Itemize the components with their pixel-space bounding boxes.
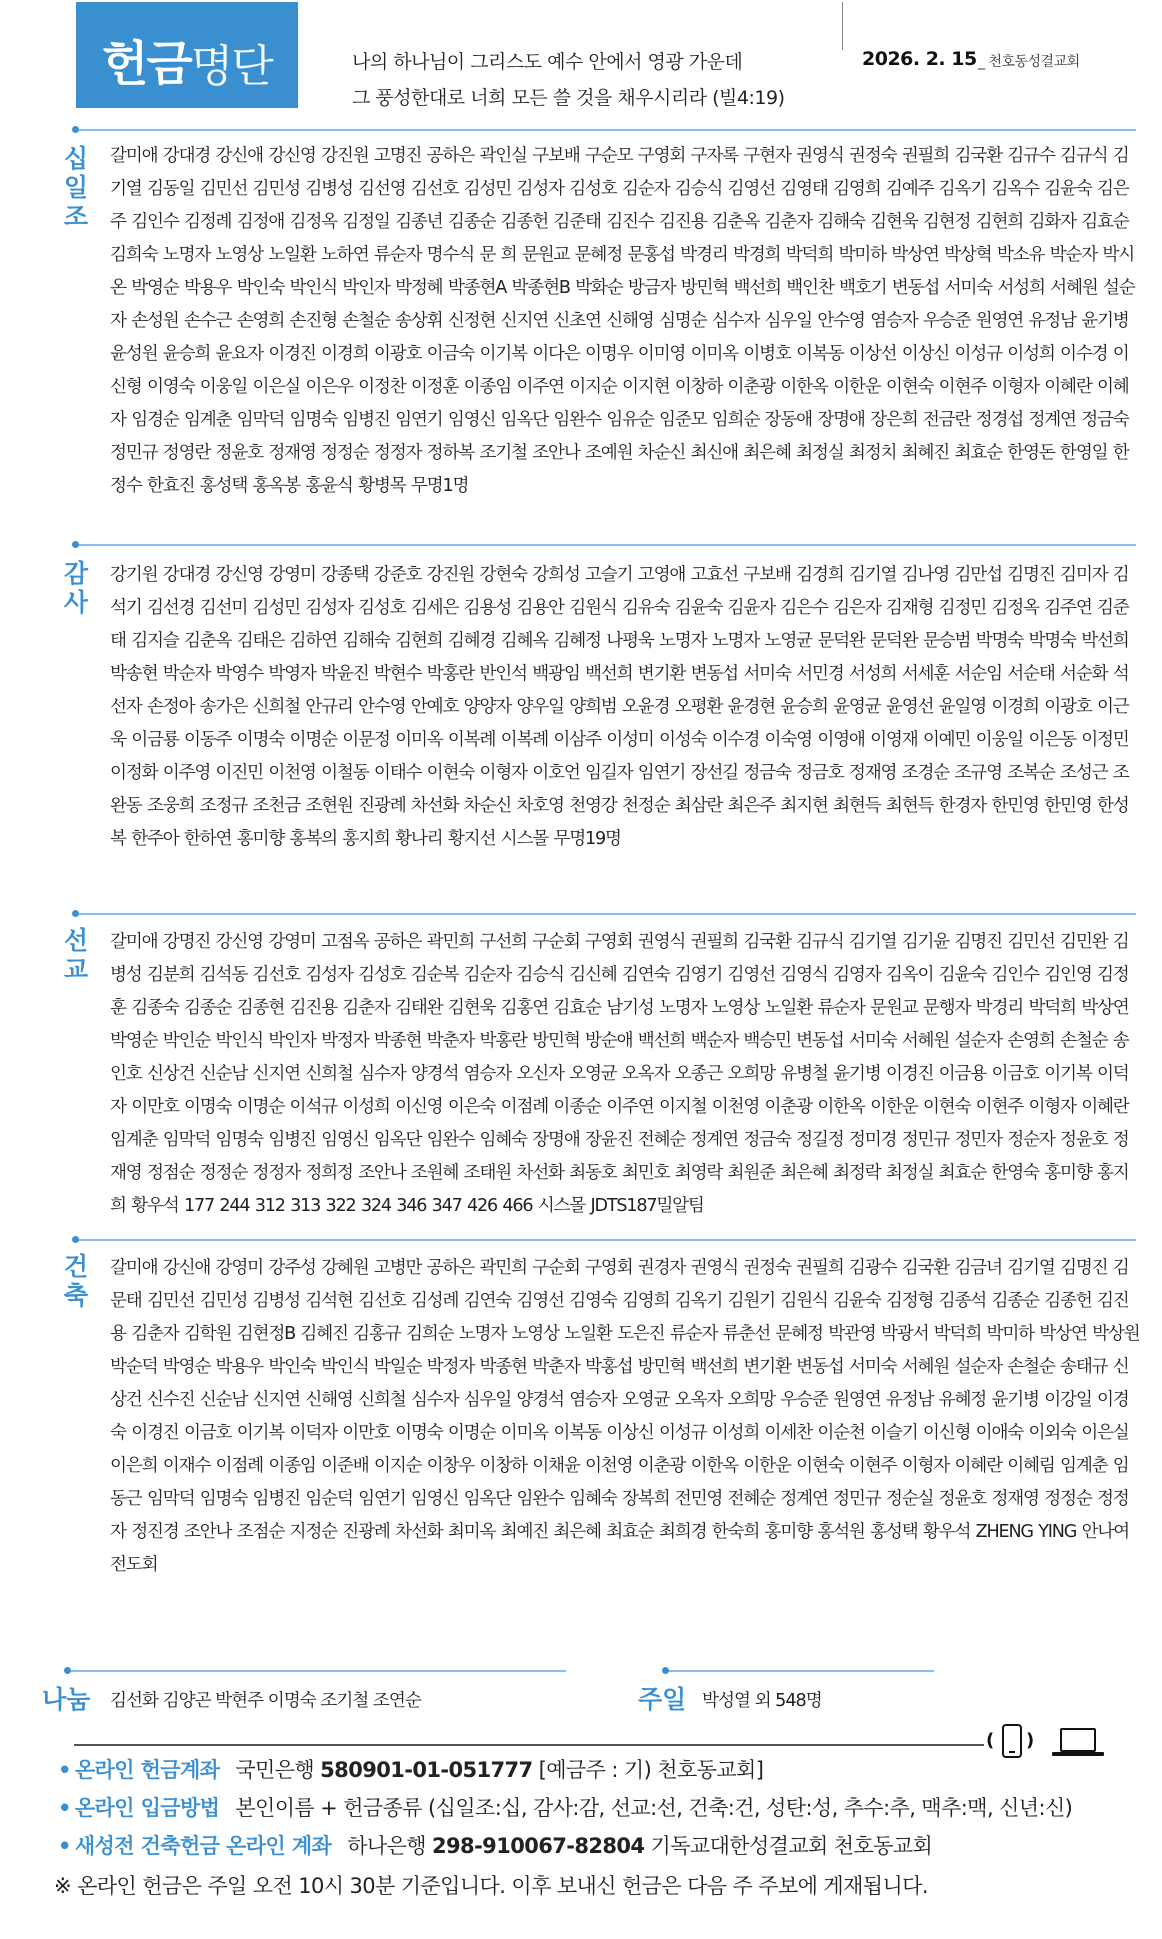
account-bank: 국민은행 [235, 1758, 315, 1782]
phone-icon [1002, 1724, 1022, 1758]
online-divider [74, 1744, 984, 1746]
laptop-icon [1060, 1728, 1096, 1752]
header [0, 0, 1162, 118]
name-list: 갈미애 강명진 강신영 강영미 고점옥 공하은 곽민희 구선희 구순회 구영회 권영식 권필희 김국환 김규식 김기열 김기윤 김명진 김민선 김민완 김병성 김분희 김석동 김선호 김성자 김성호 김순복 김순자 김승식 김신혜 김연숙 김영기 김영선 김영식 김영자 김옥이 김윤숙 김인수 김인영 김정훈 김종숙 김종순 김종현 김진용 김춘자 김태완 김현욱 김홍연 김효순 남기성 노명자 노영상 노일환 류순자 문원교 문행자 박경리 박덕희 박상연 박영순 박인순 박인식 박인자 박정자 박종현 박춘자 박홍란 방민혁 방순애 백선희 백순자 백승민 변동섭 서미숙 서혜원 설순자 손영희 손철순 송인호 신상건 신순남 신지연 신희철 심수자 양경석 염승자 오신자 오영균 오옥자 오종근 오희망 유병철 윤기병 이경진 이금용 이금호 이기복 이덕자 이만호 이명숙 이명순 이석규 이성희 이신영 이은숙 이점례 이종순 이주연 이지철 이천영 이춘광 이한옥 이한운 이현숙 이현주 이형자 이혜란 임계춘 임막덕 임명숙 임병진 임영신 임옥단 임완수 임혜숙 장명애 장윤진 전혜순 정계연 정금숙 정길정 정미경 정민규 정민자 정순자 정윤호 정재영 정점순 정정순 정정자 정희정 조안나 조원혜 조태원 차선화 최동호 최민호 최영락 최원준 최은혜 최정락 최정실 최효순 한영숙 홍미향 홍지희 황우석 177 244 312 313 322 324 346 347 426 466 시스몰 JDTS187밀알팀 [110, 932, 1129, 1216]
section-label [60, 559, 92, 617]
title-light: 명단 [190, 41, 272, 92]
online-method-row [58, 1792, 1072, 1822]
header-divider [842, 2, 843, 50]
sharing-names: 김선화 김양곤 박현주 이명숙 조기철 조연순 [110, 1691, 421, 1711]
online-method-label: 온라인 입금방법 [74, 1796, 220, 1820]
section-dot [72, 1236, 79, 1243]
signal-left-icon: ( [986, 1730, 995, 1751]
name-list: 갈미애 강신애 강영미 강주성 강혜원 고병만 공하은 곽민희 구순회 구영회 권경자 권영식 권정숙 권필희 김광수 김국환 김금녀 김기열 김명진 김문태 김민선 김민성 김병성 김석현 김선호 김성례 김연숙 김영선 김영숙 김영희 김옥기 김원기 김원식 김윤숙 김정형 김종석 김종순 김종헌 김진용 김춘자 김학원 김현정B 김혜진 김홍규 김희순 노명자 노영상 노일환 도은진 류순자 류춘선 문혜정 박관영 박광서 박덕희 박미하 박상연 박상원 박순덕 박영순 박용우 박인숙 박인식 박일순 박정자 박종현 박춘자 박홍섭 방민혁 백선희 변기환 변동섭 서미숙 서혜원 설순자 손철순 송태규 신상건 신수진 신순남 신지연 신해영 신희철 심수자 심우일 양경석 염승자 오영균 오옥자 오희망 우승준 원영연 유정남 유혜정 윤기병 이강일 이경숙 이경진 이금호 이기복 이덕자 이만호 이명숙 이명순 이미옥 이복동 이상신 이성규 이성희 이세찬 이순천 이슬기 이신형 이애숙 이외숙 이은실 이은희 이재수 이점례 이종임 이준배 이지순 이창우 이창하 이채윤 이천영 이춘광 이한옥 이한운 이현숙 이현주 이형자 이혜란 이혜림 임계춘 임동근 임막덕 임명숙 임병진 임순덕 임연기 임영신 임옥단 임완수 임혜숙 장복희 전민영 전혜순 정계연 정민규 정순실 정윤호 정재영 정정순 정정자 정진경 조안나 조점순 지정순 진광례 차선화 최미옥 최예진 최은혜 최효순 최희경 한숙희 홍미향 홍석원 홍성택 황우석 ZHENG YING 안나여전도회 [110, 1258, 1140, 1575]
title-bold: 헌금 [102, 36, 191, 92]
section-label [60, 1252, 92, 1310]
sharing-label: 나눔 [42, 1685, 91, 1714]
verse-line-2: 그 풍성한대로 너희 모든 쓸 것을 채우시리라 (빌4:19) [352, 87, 785, 109]
bullet: • [58, 1758, 71, 1782]
account-holder: [예금주 : 기) 천호동교회] [538, 1758, 764, 1782]
section-divider [74, 1239, 1136, 1241]
building-account-row [58, 1830, 932, 1860]
account-number: 580901-01-051777 [320, 1758, 533, 1782]
label-char: 십 [63, 144, 89, 173]
label-char: 건 [63, 1252, 89, 1281]
signal-right-icon: ) [1026, 1730, 1035, 1751]
section-divider [74, 129, 1136, 131]
label-char: 일 [63, 173, 89, 202]
section-dot [64, 1667, 71, 1674]
section-dot [72, 126, 79, 133]
page-title [76, 2, 298, 108]
sunday-names: 박성열 외 548명 [702, 1691, 822, 1711]
name-list: 갈미애 강대경 강신애 강신영 강진원 고명진 공하은 곽인실 구보배 구순모 구영회 구자록 구현자 권영식 권정숙 권필희 김국환 김규수 김규식 김기열 김동일 김민선 김민성 김병성 김선영 김선호 김성민 김성자 김성호 김순자 김승식 김영선 김영태 김영희 김예주 김옥기 김옥수 김윤숙 김은주 김인수 김정례 김정애 김정옥 김정일 김종년 김종순 김종헌 김준태 김진수 김진용 김춘옥 김춘자 김해숙 김현욱 김현정 김현희 김화자 김효순 김희숙 노명자 노영상 노일환 노하연 류순자 명수식 문 희 문원교 문혜정 문홍섭 박경리 박경희 박덕희 박미하 박상연 박상혁 박소유 박순자 박시온 박영순 박용우 박인숙 박인식 박인자 박정혜 박종현A 박종현B 박화순 방금자 방민혁 백선희 백인찬 백호기 변동섭 서미숙 서성희 서혜원 설순자 손성원 손수근 손영희 손진형 손철순 송상휘 신정현 신지연 신초연 신해영 심명순 심수자 심우일 안수영 염승자 우승준 원영연 유정남 윤기병 윤성원 윤승희 윤요자 이경진 이경희 이광호 이금숙 이기복 이다은 이명우 이미영 이미옥 이병호 이복동 이상선 이상신 이성규 이성희 이수경 이신형 이영숙 이웅일 이은실 이은우 이정찬 이정훈 이종임 이주연 이지순 이지현 이창하 이춘광 이한옥 이한운 이현숙 이현주 이형자 이혜란 이혜자 임경순 임계춘 임막덕 임명숙 임병진 임연기 임영신 임옥단 임완수 임유순 임준모 임희순 장동애 장명애 장은희 전금란 정경섭 정계연 정금숙 정민규 정영란 정윤호 정재영 정정순 정정자 정하복 조기철 조안나 조예원 차순신 최신애 최은혜 최정실 최정치 최혜진 최효순 한영돈 한영일 한정수 한효진 홍성택 홍옥봉 홍윤식 황병목 무명1명 [110, 146, 1135, 496]
verse-line-1: 나의 하나님이 그리스도 예수 안에서 영광 가운데 [352, 51, 743, 73]
device-icons [986, 1722, 1116, 1766]
sharing-sunday-row [0, 1640, 1162, 1714]
section-divider [664, 1670, 934, 1672]
bible-verse [352, 44, 832, 116]
building-account-holder: 기독교대한성결교회 천호동교회 [650, 1834, 933, 1858]
online-account-label: 온라인 헌금계좌 [74, 1758, 220, 1782]
section-label [60, 144, 92, 231]
bullet: • [58, 1834, 71, 1858]
church-name: _ 천호동성결교회 [978, 54, 1080, 70]
section-divider [74, 913, 1136, 915]
section-dot [72, 541, 79, 548]
online-note: ※ 온라인 헌금은 주일 오전 10시 30분 기준입니다. 이후 보내신 헌금은 다음 주 주보에 게재됩니다. [54, 1874, 928, 1898]
section-divider [74, 544, 1136, 546]
online-method-text: 본인이름 + 헌금종류 (십일조:십, 감사:감, 선교:선, 건축:건, 성탄:성, 추수:추, 맥추:맥, 신년:신) [235, 1796, 1073, 1820]
section-label [60, 926, 92, 984]
building-account-label: 새성전 건축헌금 온라인 계좌 [74, 1834, 332, 1858]
bullet: • [58, 1796, 71, 1820]
section-dot [72, 910, 79, 917]
label-char: 선 [63, 926, 89, 955]
label-char: 축 [63, 1281, 89, 1310]
section-dot [662, 1667, 669, 1674]
online-account-row [58, 1754, 763, 1784]
label-char: 감 [63, 559, 89, 588]
label-char: 교 [63, 955, 89, 984]
building-account-number: 298-910067-82804 [432, 1834, 645, 1858]
name-list: 강기원 강대경 강신영 강영미 강종택 강준호 강진원 강현숙 강희성 고슬기 고영애 고효선 구보배 김경희 김기열 김나영 김만섭 김명진 김미자 김석기 김선경 김선미 김성민 김성자 김성호 김세은 김용성 김용안 김원식 김유숙 김윤숙 김윤자 김은수 김은자 김재형 김정민 김정옥 김주연 김준태 김지슬 김춘옥 김태은 김하연 김해숙 김현희 김혜경 김혜옥 김혜정 나평욱 노명자 노명자 노영균 문덕완 문덕완 문승범 박명숙 박명숙 박선희 박송현 박순자 박영수 박영자 박윤진 박현수 박홍란 반인석 백광임 백선희 변기환 변동섭 서미숙 서민경 서성희 서세훈 서순임 서순태 서순화 석선자 손정아 송가은 신희철 안규리 안수영 안예호 양양자 양우일 양희범 오윤경 오평환 윤경현 윤승희 윤영균 윤영선 윤일영 이경희 이광호 이근욱 이금룡 이동주 이명숙 이명순 이문정 이미옥 이복례 이복례 이삼주 이성미 이성숙 이수경 이숙영 이영애 이영재 이예민 이웅일 이은동 이정민 이정화 이주영 이진민 이천영 이철동 이태수 이현숙 이형자 이호언 임길자 임연기 장선길 정금숙 정금호 정재영 조경순 조규영 조복순 조성근 조완동 조웅희 조정규 조천금 조현원 진광례 차선화 차순신 차호영 천영강 천정순 최삼란 최은주 최지현 최현득 최현득 한경자 한민영 한민영 한성복 한주아 한하연 홍미향 홍복의 홍지희 황나리 황지선 시스몰 무명19명 [110, 565, 1129, 849]
label-char: 조 [63, 202, 89, 231]
label-char: 사 [63, 588, 89, 617]
sunday-label: 주일 [638, 1685, 687, 1714]
date: 2026. 2. 15 [862, 48, 977, 70]
building-bank: 하나은행 [347, 1834, 426, 1858]
laptop-base-icon [1052, 1752, 1104, 1756]
section-divider [66, 1670, 566, 1672]
